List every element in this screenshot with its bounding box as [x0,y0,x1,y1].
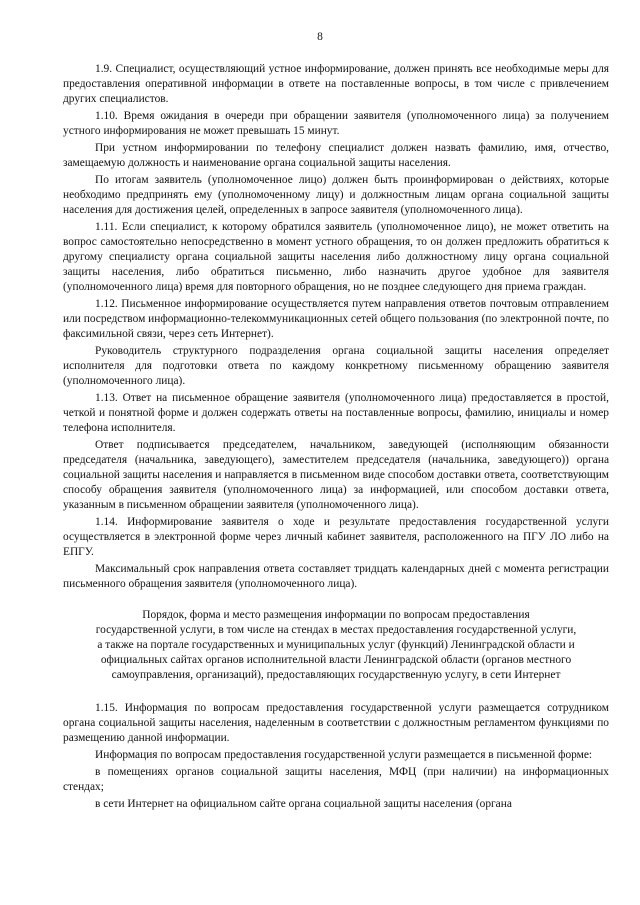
list-item-internet: в сети Интернет на официальном сайте органа социальной защиты населения (органа [95,798,512,810]
paragraph-written-form: Информация по вопросам предоставления государственной услуги размещается в письменной форме: [95,749,593,761]
paragraph-1-10: 1.10. Время ожидания в очереди при обращении заявителя (уполномоченного лица) за получением устного информирования не может превышать 15 минут. [63,110,609,137]
paragraph-results: По итогам заявитель (уполномоченное лицо) должен быть проинформирован о действиях, которые необходимо предпринять ему (уполномоченному лицу) и должностным лицам органа социальной защиты населения для достижения целей, определенных в запросе заявителя (уполномоченного лица). [63,174,609,216]
heading-line: самоуправления, организаций), предоставляющих государственную услугу, в сети Интернет [111,669,561,681]
heading-line: государственной услуги, в том числе на стендах в местах предоставления государственной услуги, [95,624,577,636]
heading-line: а также на портале государственных и муниципальных услуг (функций) Ленинградской области и [97,639,575,651]
heading-line: официальных сайтах органов исполнительной власти Ленинградской области (органов местного [100,654,572,666]
paragraph-head-of-unit: Руководитель структурного подразделения органа социальной защиты населения определяет исполнителя для подготовки ответа по каждому конкретному письменному обращению заявителя (уполномоченного лица). [63,345,609,387]
page-number: 8 [317,31,323,43]
section-heading [63,608,609,683]
paragraph-1-15: 1.15. Информация по вопросам предоставления государственной услуги размещается сотрудником органа социальной защиты населения, наделенным в соответствии с должностным регламентом функциями по размещению данной информации. [63,702,609,744]
paragraph-answer-signing: Ответ подписывается председателем, начальником, заведующей (исполняющим обязанности председателя (начальника, заведующего), заместителем председателя (начальника, заведующего)) органа социальной защиты населения и направляется в письменном виде способом доставки ответа, соответствующим способу обращения заявителя (уполномоченного лица) за информацией, или способом доставки ответа, указанным в письменном обращении заявителя (уполномоченного лица). [63,439,609,511]
document-body [63,62,609,812]
paragraph-1-9: 1.9. Специалист, осуществляющий устное информирование, должен принять все необходимые меры для предоставления оперативной информации в ответе на поставленные вопросы, в том числе с привлечением других специалистов. [63,63,609,105]
list-item-premises: в помещениях органов социальной защиты населения, МФЦ (при наличии) на информационных стендах; [63,766,609,793]
paragraph-max-term: Максимальный срок направления ответа составляет тридцать календарных дней с момента регистрации письменного обращения заявителя (уполномоченного лица). [63,563,609,590]
paragraph-phone-info: При устном информировании по телефону специалист должен назвать фамилию, имя, отчество, замещаемую должность и наименование органа социальной защиты населения. [63,142,609,169]
paragraph-1-14: 1.14. Информирование заявителя о ходе и результате предоставления государственной услуги осуществляется в электронной форме через личный кабинет заявителя, расположенного на ПГУ ЛО либо на ЕПГУ. [63,516,609,558]
paragraph-1-11: 1.11. Если специалист, к которому обратился заявитель (уполномоченное лицо), не может ответить на вопрос самостоятельно непосредственно в момент устного обращения, то он должен предложить обратиться к другому специалисту органа социальной защиты населения либо должностному лицу органа социальной защиты населения, либо обратиться письменно, либо назначить другое удобное для заявителя (уполномоченного лица) время для повторного обращения, но не позднее следующего дня приема граждан. [63,221,609,293]
paragraph-1-13: 1.13. Ответ на письменное обращение заявителя (уполномоченного лица) предоставляется в простой, четкой и понятной форме и должен содержать ответы на поставленные вопросы, фамилию, инициалы и номер телефона исполнителя. [63,392,609,434]
heading-line: Порядок, форма и место размещения информации по вопросам предоставления [142,609,530,621]
paragraph-1-12: 1.12. Письменное информирование осуществляется путем направления ответов почтовым отправлением или посредством информационно-телекоммуникационных сетей общего пользования (по электронной почте, по факсимильной связи, через сеть Интернет). [63,298,609,340]
